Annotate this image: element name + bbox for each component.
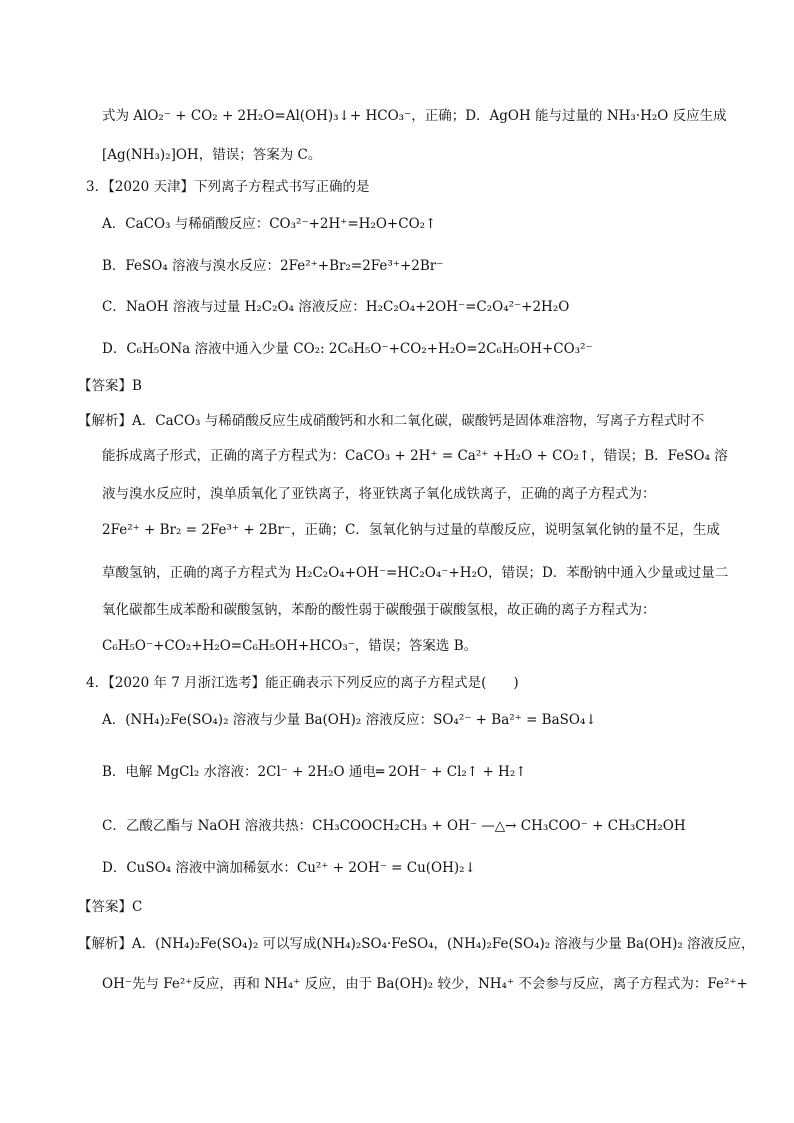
option-4c: C．乙酸乙酯与 NaOH 溶液共热：CH₃COOCH₂CH₃ + OH⁻ —△→ CH₃COO⁻ + CH₃CH₂OH bbox=[102, 818, 686, 834]
option-3a: A．CaCO₃ 与稀硝酸反应：CO₃²⁻+2H⁺=H₂O+CO₂↑ bbox=[102, 216, 437, 232]
option-3d: D．C₆H₅ONa 溶液中通入少量 CO₂: 2C₆H₅O⁻+CO₂+H₂O=2C₆H₅OH+CO₃²⁻ bbox=[102, 341, 593, 357]
analysis-4-line-1: 【解析】A．(NH₄)₂Fe(SO₄)₂ 可以写成(NH₄)₂SO₄·FeSO₄，(NH₄)₂Fe(SO₄)₂ 溶液与少量 Ba(OH)₂ 溶液反应， bbox=[78, 936, 755, 952]
analysis-3-line-4: 2Fe²⁺ + Br₂ = 2Fe³⁺ + 2Br⁻，正确；C．氢氧化钠与过量的草酸反应，说明氢氧化钠的量不足，生成 bbox=[102, 522, 720, 538]
option-3b: B．FeSO₄ 溶液与溴水反应：2Fe²⁺+Br₂=2Fe³⁺+2Br⁻ bbox=[102, 258, 444, 274]
answer-4: 【答案】C bbox=[78, 899, 143, 915]
analysis-3-line-3: 液与溴水反应时，溴单质氧化了亚铁离子，将亚铁离子氧化成铁离子，正确的离子方程式为： bbox=[102, 486, 656, 502]
analysis-3-line-7: C₆H₅O⁻+CO₂+H₂O=C₆H₅OH+HCO₃⁻，错误；答案选 B。 bbox=[102, 638, 478, 654]
option-4a: A．(NH₄)₂Fe(SO₄)₂ 溶液与少量 Ba(OH)₂ 溶液反应：SO₄²⁻ + Ba²⁺ = BaSO₄↓ bbox=[102, 712, 597, 728]
analysis-4-line-2: OH⁻先与 Fe²⁺反应，再和 NH₄⁺ 反应，由于 Ba(OH)₂ 较少，NH₄⁺ 不会参与反应，离子方程式为：Fe²⁺+ bbox=[102, 976, 748, 992]
option-3c: C．NaOH 溶液与过量 H₂C₂O₄ 溶液反应：H₂C₂O₄+2OH⁻=C₂O₄²⁻+2H₂O bbox=[102, 299, 570, 315]
question-3-heading: 3．【2020 天津】下列离子方程式书写正确的是 bbox=[86, 179, 370, 195]
answer-3: 【答案】B bbox=[78, 378, 142, 394]
analysis-3-line-1: 【解析】A．CaCO₃ 与稀硝酸反应生成硝酸钙和水和二氧化碳，碳酸钙是固体难溶物，写离子方程式时不 bbox=[78, 413, 705, 429]
analysis-3-line-2: 能拆成离子形式，正确的离子方程式为：CaCO₃ + 2H⁺ = Ca²⁺ +H₂O + CO₂↑，错误；B．FeSO₄ 溶 bbox=[102, 448, 728, 464]
question-4-heading: 4．【2020 年 7 月浙江选考】能正确表示下列反应的离子方程式是( ) bbox=[86, 675, 519, 691]
option-4b: B．电解 MgCl₂ 水溶液：2Cl⁻ + 2H₂O 通电═ 2OH⁻ + Cl₂↑ + H₂↑ bbox=[102, 764, 527, 780]
text-line-2: [Ag(NH₃)₂]OH，错误；答案为 C。 bbox=[102, 147, 322, 163]
option-4d: D．CuSO₄ 溶液中滴加稀氨水：Cu²⁺ + 2OH⁻ = Cu(OH)₂↓ bbox=[102, 860, 476, 876]
analysis-3-line-6: 氧化碳都生成苯酚和碳酸氢钠，苯酚的酸性弱于碳酸强于碳酸氢根，故正确的离子方程式为： bbox=[102, 602, 656, 618]
text-line-1: 式为 AlO₂⁻ + CO₂ + 2H₂O=Al(OH)₃↓+ HCO₃⁻，正确；D．AgOH 能与过量的 NH₃·H₂O 反应生成 bbox=[102, 108, 727, 124]
analysis-3-line-5: 草酸氢钠，正确的离子方程式为 H₂C₂O₄+OH⁻=HC₂O₄⁻+H₂O，错误；D．苯酚钠中通入少量或过量二 bbox=[102, 565, 729, 581]
